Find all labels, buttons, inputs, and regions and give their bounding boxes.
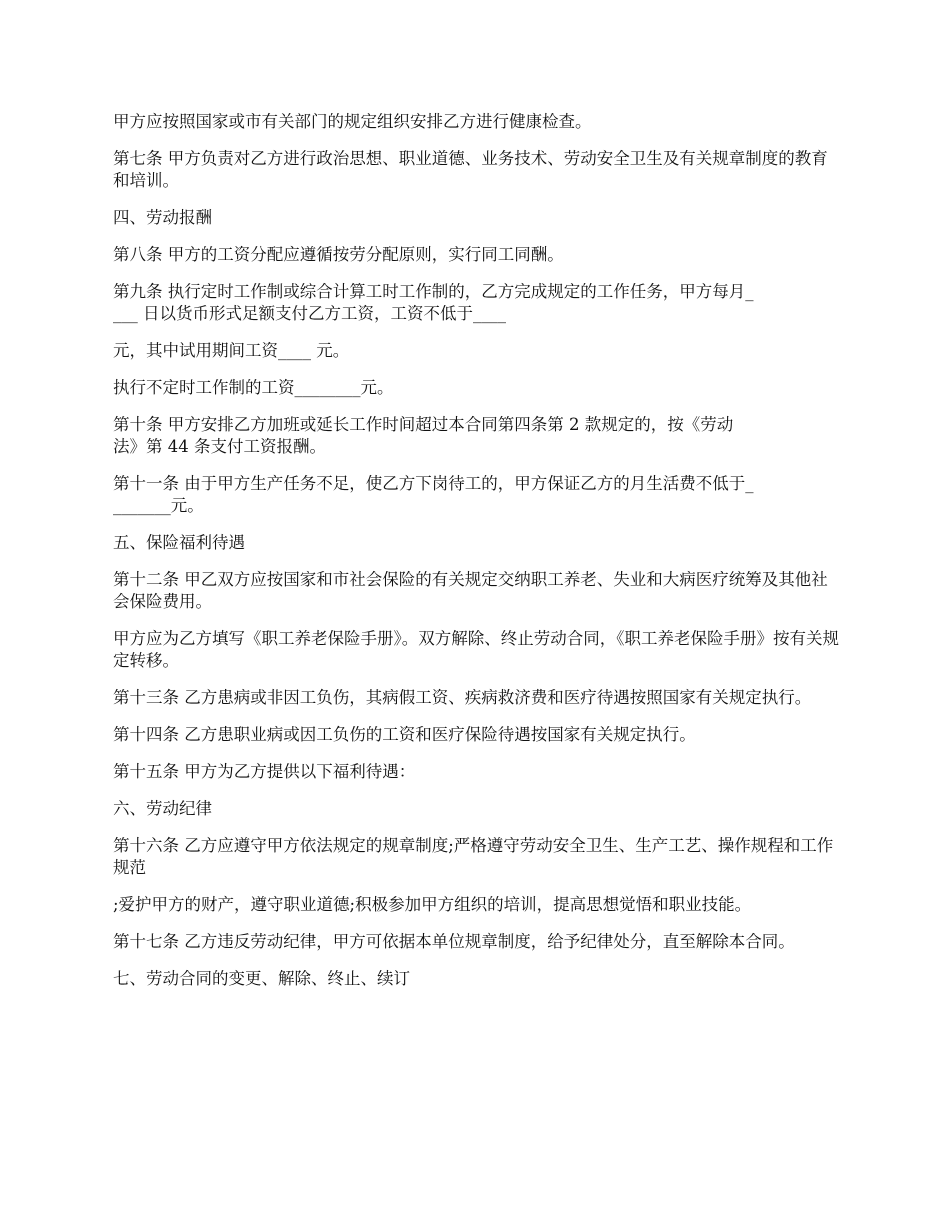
paragraph: 甲方应为乙方填写《职工养老保险手册》。双方解除、终止劳动合同，《职工养老保险手册》按有关规定转移。 xyxy=(113,629,839,670)
paragraph: 第七条 甲方负责对乙方进行政治思想、职业道德、业务技术、劳动安全卫生及有关规章制度的教育和培训。 xyxy=(113,149,828,190)
paragraph: 第十六条 乙方应遵守甲方依法规定的规章制度;严格遵守劳动安全卫生、生产工艺、操作规程和工作规范 xyxy=(113,836,834,877)
paragraph: 第九条 执行定时工作制或综合计算工时工作制的，乙方完成规定的工作任务，甲方每月_ ___ 日以货币形式足额支付乙方工资，工资不低于____ xyxy=(113,282,754,323)
paragraph: 第十四条 乙方患职业病或因工负伤的工资和医疗保险待遇按国家有关规定执行。 xyxy=(113,725,696,744)
section-heading: 四、劳动报酬 xyxy=(113,208,212,227)
paragraph: 甲方应按照国家或市有关部门的规定组织安排乙方进行健康检查。 xyxy=(113,112,592,131)
paragraph: 第十条 甲方安排乙方加班或延长工作时间超过本合同第四条第 2 款规定的，按《劳动 法》第 44 条支付工资报酬。 xyxy=(113,415,734,456)
paragraph: ;爱护甲方的财产，遵守职业道德;积极参加甲方组织的培训，提高思想觉悟和职业技能。 xyxy=(113,895,752,914)
paragraph: 第十七条 乙方违反劳动纪律，甲方可依据本单位规章制度，给予纪律处分，直至解除本合同。 xyxy=(113,932,795,951)
paragraph: 第十二条 甲乙双方应按国家和市社会保险的有关规定交纳职工养老、失业和大病医疗统筹及其他社会保险费用。 xyxy=(113,570,828,611)
paragraph: 元，其中试用期间工资____ 元。 xyxy=(113,341,350,360)
paragraph: 第十五条 甲方为乙方提供以下福利待遇： xyxy=(113,762,416,781)
paragraph: 第八条 甲方的工资分配应遵循按劳分配原则，实行同工同酬。 xyxy=(113,245,564,264)
section-heading: 七、劳动合同的变更、解除、终止、续订 xyxy=(113,969,410,988)
paragraph: 第十三条 乙方患病或非因工负伤，其病假工资、疾病救济费和医疗待遇按照国家有关规定执行。 xyxy=(113,688,812,707)
paragraph: 第十一条 由于甲方生产任务不足，使乙方下岗待工的，甲方保证乙方的月生活费不低于_ _______元。 xyxy=(113,474,754,515)
section-heading: 六、劳动纪律 xyxy=(113,799,212,818)
document-page xyxy=(113,111,843,1005)
section-heading: 五、保险福利待遇 xyxy=(113,533,245,552)
paragraph: 执行不定时工作制的工资________元。 xyxy=(113,378,394,397)
